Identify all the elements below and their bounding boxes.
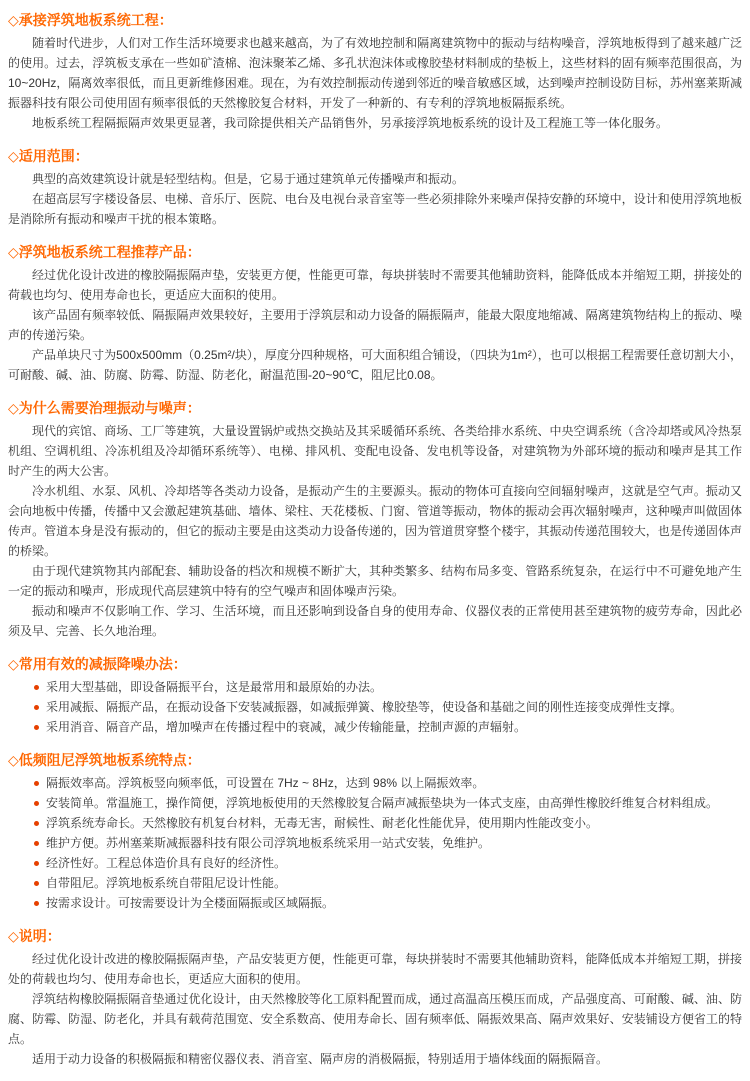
bullet-icon [34, 781, 39, 786]
bullet-icon [34, 881, 39, 886]
list-item [34, 813, 742, 833]
bullet-icon [34, 821, 39, 826]
list-item [34, 833, 742, 853]
list-item [34, 773, 742, 793]
section-heading: ◇承接浮筑地板系统工程： [8, 12, 173, 28]
list-item [34, 717, 742, 737]
section-heading: ◇常用有效的减振降噪办法： [8, 656, 187, 672]
section-heading: ◇为什么需要治理振动与噪声： [8, 400, 201, 416]
paragraph: 振动和噪声不仅影响工作、学习、生活环境，而且还影响到设备自身的使用寿命、仪器仪表的正常使用甚至建筑物的疲劳寿命，因此必须及早、完善、长久地治理。 [8, 604, 742, 638]
list-item [34, 853, 742, 873]
list-item-text: 采用减振、隔振产品，在振动设备下安装减振器，如减振弹簧、橡胶垫等，使设备和基础之间的刚性连接变成弹性支撑。 [46, 700, 683, 714]
list-item-text: 经济性好。工程总体造价具有良好的经济性。 [46, 856, 287, 870]
section-scope [8, 146, 742, 229]
bullet-icon [34, 861, 39, 866]
section-why-treat-vibration-noise [8, 398, 742, 641]
bullet-icon [34, 801, 39, 806]
list-item [34, 793, 742, 813]
list-item-text: 按需求设计。可按需要设计为全楼面隔振或区域隔振。 [46, 896, 335, 910]
bullet-icon [34, 725, 39, 730]
bullet-icon [34, 685, 39, 690]
paragraph: 由于现代建筑物其内部配套、辅助设备的档次和规模不断扩大，其种类繁多、结构布局多变、管路系统复杂，在运行中不可避免地产生一定的振动和噪声，形成现代高层建筑中特有的空气噪声和固体噪声污染。 [8, 564, 742, 598]
section-system-features [8, 750, 742, 913]
paragraph: 随着时代进步，人们对工作生活环境要求也越来越高，为了有效地控制和隔离建筑物中的振动与结构噪音，浮筑地板得到了越来越广泛的使用。过去，浮筑板支承在一些如矿渣棉、泡沫聚苯乙烯、多孔状泡沫体或橡胶垫材料制成的垫板上，这些材料的固有频率范围很高，为 10~20Hz，隔离效率很低，而且更新维修困难。现在，为有效控制振动传递到邻近的噪音敏感区域，达到噪声控制设防目标，苏州塞莱斯减振器科技有限公司使用固有频率很低的天然橡胶复合材料，开发了一种新的、有专利的浮筑地板隔振系统。 [8, 36, 742, 110]
list-item-text: 隔振效率高。浮筑板竖向频率低，可设置在 7Hz ~ 8Hz，达到 98% 以上隔振效率。 [46, 776, 485, 790]
section-recommended-products [8, 242, 742, 385]
list-item-text: 浮筑系统寿命长。天然橡胶有机复台材料，无毒无害，耐候性、耐老化性能优异，使用期内性能改变小。 [46, 816, 599, 830]
paragraph: 产品单块尺寸为500x500mm（0.25m²/块），厚度分四种规格，可大面积组合铺设，（四块为1m²），也可以根据工程需要任意切割大小，可耐酸、碱、油、防腐、防霉、防湿、防老化，耐温范围-20~90℃，阻尼比0.08。 [8, 348, 742, 382]
list-item-text: 采用大型基础，即设备隔振平台，这是最常用和最原始的办法。 [46, 680, 383, 694]
section-heading: ◇低频阻尼浮筑地板系统特点： [8, 752, 201, 768]
list-item [34, 697, 742, 717]
section-common-methods [8, 654, 742, 737]
bullet-icon [34, 901, 39, 906]
list-item-text: 自带阻尼。浮筑地板系统自带阻尼设计性能。 [46, 876, 287, 890]
paragraph: 典型的高效建筑设计就是轻型结构。但是，它易于通过建筑单元传播噪声和振动。 [32, 172, 465, 186]
bullet-icon [34, 841, 39, 846]
list-item-text: 安装简单。常温施工，操作简便，浮筑地板使用的天然橡胶复合隔声减振垫块为一体式支座，由高弹性橡胶纤维复合材料组成。 [46, 796, 719, 810]
section-notes [8, 926, 742, 1069]
paragraph: 浮筑结构橡胶隔振隔音垫通过优化设计，由天然橡胶等化工原料配置而成，通过高温高压模压而成，产品强度高、可耐酸、碱、油、防腐、防霉、防湿、防老化，并具有载荷范围宽、安全系数高、使用寿命长、固有频率低、隔振效果高、隔声效果好、安装铺设方便省工的特点。 [8, 992, 742, 1046]
paragraph: 地板系统工程隔振隔声效果更显著，我司除提供相关产品销售外，另承接浮筑地板系统的设计及工程施工等一体化服务。 [32, 116, 669, 130]
section-undertake [8, 10, 742, 133]
list-item-text: 维护方便。苏州塞莱斯减振器科技有限公司浮筑地板系统采用一站式安装，免维护。 [46, 836, 491, 850]
paragraph: 经过优化设计改进的橡胶隔振隔声垫，产品安装更方便，性能更可靠，每块拼装时不需要其他辅助资料，能降低成本并缩短工期，拼接处的荷载也均匀、使用寿命也长，更适应大面积的使用。 [8, 952, 742, 986]
section-heading: ◇浮筑地板系统工程推荐产品： [8, 244, 201, 260]
paragraph: 现代的宾馆、商场、工厂等建筑，大量设置锅炉或热交换站及其采暖循环系统、各类给排水系统、中央空调系统（含冷却塔或风冷热泵机组、空调机组、冷冻机组及冷却循环系统等）、电梯、排风机、变配电设备、发电机等设备，对建筑物为外部环境的振动和噪声是其工作时产生的两大公害。 [8, 424, 742, 478]
paragraph: 该产品固有频率较低、隔振隔声效果较好，主要用于浮筑层和动力设备的隔振隔声，能最大限度地缩减、隔离建筑物结构上的振动、噪声的传递污染。 [8, 308, 742, 342]
list-item [34, 677, 742, 697]
list-item-text: 采用消音、隔音产品，增加噪声在传播过程中的衰减，减少传输能量，控制声源的声辐射。 [46, 720, 527, 734]
paragraph: 在超高层写字楼设备层、电梯、音乐厅、医院、电台及电视台录音室等一些必须排除外来噪声保持安静的环境中，设计和使用浮筑地板是消除所有振动和噪声干扰的根本策略。 [8, 192, 742, 226]
bullet-icon [34, 705, 39, 710]
list-item [34, 873, 742, 893]
paragraph: 经过优化设计改进的橡胶隔振隔声垫，安装更方便，性能更可靠，每块拼装时不需要其他辅助资料，能降低成本并缩短工期，拼接处的荷载也均匀、使用寿命也长，更适应大面积的使用。 [8, 268, 742, 302]
paragraph: 适用于动力设备的积极隔振和精密仪器仪表、消音室、隔声房的消极隔振，特别适用于墙体线面的隔振隔音。 [32, 1052, 609, 1066]
paragraph: 冷水机组、水泵、风机、冷却塔等各类动力设备，是振动产生的主要源头。振动的物体可直接向空间辐射噪声，这就是空气声。振动又会向地板中传播，传播中又会激起建筑基础、墙体、梁柱、天花楼板、门窗、管道等振动，物体的振动会再次辐射噪声，这种噪声叫做固体传声。管道本身是没有振动的，但它的振动主要是由这类动力设备传递的，因为管道贯穿整个楼宇，其振动传递范围较大，也是传递固体声的桥梁。 [8, 484, 742, 558]
list-item [34, 893, 742, 913]
section-heading: ◇适用范围： [8, 148, 89, 164]
section-heading: ◇说明： [8, 928, 61, 944]
